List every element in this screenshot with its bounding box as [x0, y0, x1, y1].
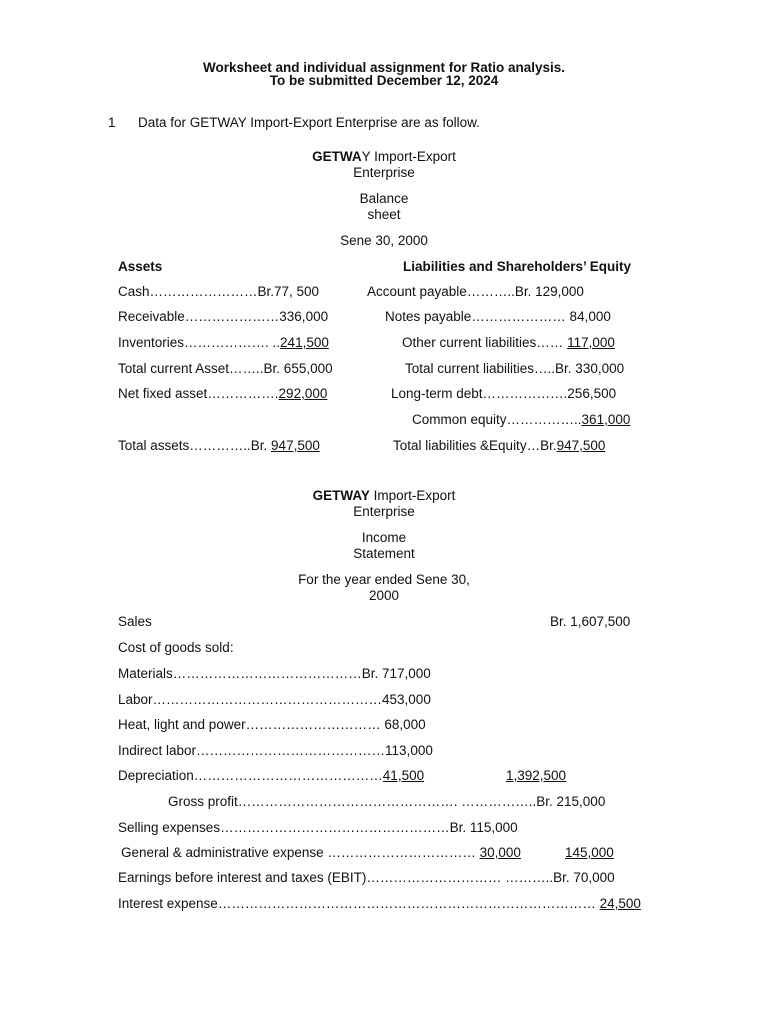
liab-other-current-value: 117,000 — [567, 335, 615, 350]
is-sales-value: Br. 1,607,500 — [550, 614, 631, 629]
liab-common-equity-value: 361,000 — [581, 412, 631, 427]
liab-total-label: Total liabilities &Equity…Br. — [393, 438, 557, 453]
asset-inventories — [118, 335, 329, 351]
is-cogs-total: 1,392,500 — [506, 768, 567, 783]
is-selling-expenses: Selling expenses……………………………………………Br. 115,000 — [118, 820, 518, 835]
is-statement-line2: Statement — [353, 546, 415, 561]
doc-title-line2: To be submitted December 12, 2024 — [269, 73, 499, 88]
is-depreciation — [118, 768, 424, 784]
asset-total — [118, 438, 320, 454]
is-company-bold: GETWAY — [312, 488, 370, 503]
is-interest-value: 24,500 — [599, 896, 641, 911]
asset-net-fixed-label: Net fixed asset……………. — [118, 386, 279, 401]
is-statement-line1: Income — [361, 530, 407, 545]
liab-total-value: 947,500 — [556, 438, 606, 453]
asset-total-value: 947,500 — [271, 438, 320, 453]
bs-statement-line2: sheet — [367, 207, 401, 222]
is-period-line1: For the year ended Sene 30, — [298, 572, 470, 587]
is-ebit: Earnings before interest and taxes (EBIT)………………………… ………..Br. 70,000 — [118, 870, 615, 885]
doc-title-line1: Worksheet and individual assignment for Ratio analysis. — [202, 60, 566, 75]
bs-company-line1 — [284, 149, 484, 165]
is-period-line2: 2000 — [368, 588, 400, 603]
liab-common-equity — [412, 412, 630, 428]
bs-date: Sene 30, 2000 — [340, 233, 428, 248]
is-interest-expense — [118, 896, 641, 912]
is-company-line2: Enterprise — [353, 504, 415, 519]
liab-total — [393, 438, 605, 454]
liab-total-current: Total current liabilities…..Br. 330,000 — [405, 361, 625, 376]
asset-total-current: Total current Asset……..Br. 655,000 — [118, 361, 333, 376]
question-number: 1 — [108, 115, 116, 130]
is-labor: Labor……………………………………………453,000 — [118, 692, 431, 707]
liab-notes-payable: Notes payable………………… 84,000 — [385, 309, 611, 324]
liab-other-current-label: Other current liabilities…… — [402, 335, 568, 350]
bs-company-bold: GETWA — [312, 149, 362, 164]
is-depreciation-value: 41,500 — [382, 768, 425, 783]
is-company-line1 — [284, 488, 484, 504]
is-depreciation-label: Depreciation…………………………………… — [118, 768, 383, 783]
liab-common-equity-label: Common equity…………….. — [412, 412, 582, 427]
is-interest-label: Interest expense………………………………………………………………………… — [118, 896, 600, 911]
asset-inventories-value: 241,500 — [280, 335, 329, 350]
assets-header: Assets — [118, 259, 163, 274]
is-sales-label: Sales — [118, 614, 152, 629]
bs-company-line2: Enterprise — [353, 165, 415, 180]
bs-company-rest: Y Import-Export — [361, 149, 456, 164]
is-heat-light-power: Heat, light and power………………………… 68,000 — [118, 717, 426, 732]
is-company-rest: Import-Export — [369, 488, 456, 503]
liabilities-header: Liabilities and Shareholders’ Equity — [403, 259, 632, 274]
bs-statement-line1: Balance — [359, 191, 409, 206]
asset-net-fixed-value: 292,000 — [278, 386, 328, 401]
is-indirect-labor: Indirect labor……………………………………113,000 — [118, 743, 433, 758]
is-materials: Materials……………………………………Br. 717,000 — [118, 666, 431, 681]
asset-net-fixed — [118, 386, 327, 402]
asset-cash: Cash……………………Br.77, 500 — [118, 284, 320, 299]
is-cogs-label: Cost of goods sold: — [118, 640, 234, 655]
liab-other-current — [402, 335, 615, 351]
is-gross-profit: Gross profit…………………………………………. ……………..Br. 215,000 — [168, 794, 606, 809]
is-gen-admin-label: General & administrative expense …………………………… — [121, 845, 480, 860]
asset-inventories-label: Inventories………………. .. — [118, 335, 281, 350]
liab-long-term-debt: Long-term debt……………….256,500 — [391, 386, 617, 401]
liab-accounts-payable: Account payable………..Br. 129,000 — [367, 284, 584, 299]
is-gen-admin — [121, 845, 521, 861]
is-opex-total: 145,000 — [565, 845, 614, 860]
question-text: Data for GETWAY Import-Export Enterprise are as follow. — [138, 115, 480, 130]
asset-receivable: Receivable…………………336,000 — [118, 309, 329, 324]
is-gen-admin-value: 30,000 — [479, 845, 521, 860]
asset-total-label: Total assets…………..Br. — [118, 438, 272, 453]
